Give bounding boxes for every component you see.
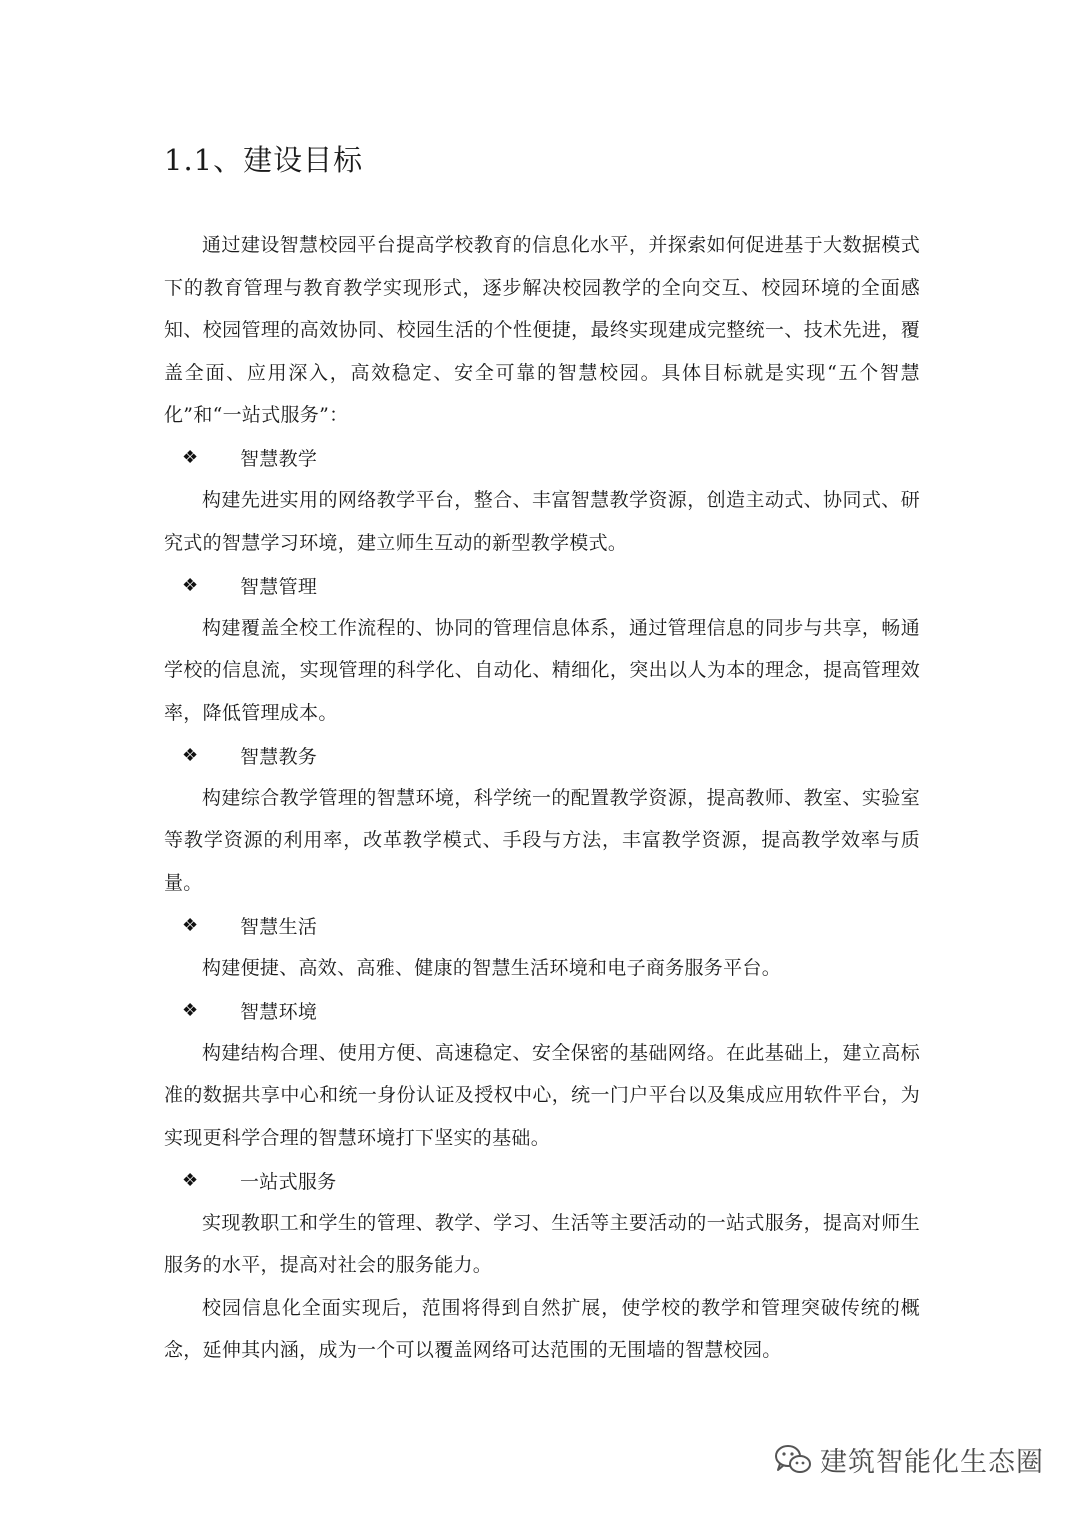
bullet-heading <box>164 564 920 607</box>
section-item <box>164 437 920 565</box>
bullet-heading-label: 智慧管理 <box>240 575 318 598</box>
document-page <box>164 138 920 1372</box>
bullet-heading-label: 一站式服务 <box>240 1170 337 1193</box>
bullet-heading <box>164 437 920 480</box>
bullet-heading-label: 智慧环境 <box>240 1000 318 1023</box>
watermark <box>774 1440 1044 1479</box>
section-paragraph: 构建便捷、高效、高雅、健康的智慧生活环境和电子商务服务平台。 <box>202 956 782 979</box>
section-paragraph: 实现教职工和学生的管理、教学、学习、生活等主要活动的一站式服务，提高对师生服务的水平，提高对社会的服务能力。 <box>164 1211 920 1276</box>
diamond-bullet-icon: ❖ <box>182 744 199 766</box>
section-paragraph: 构建结构合理、使用方便、高速稳定、安全保密的基础网络。在此基础上，建立高标准的数据共享中心和统一身份认证及授权中心，统一门户平台以及集成应用软件平台，为实现更科学合理的智慧环境打下坚实的基础。 <box>164 1041 920 1149</box>
diamond-bullet-icon: ❖ <box>182 447 199 469</box>
section-item <box>164 989 920 1159</box>
section-title: 1.1、建设目标 <box>164 143 364 177</box>
conclusion-paragraph: 校园信息化全面实现后，范围将得到自然扩展，使学校的教学和管理突破传统的概念，延伸其内涵，成为一个可以覆盖网络可达范围的无围墙的智慧校园。 <box>164 1296 920 1361</box>
watermark-text: 建筑智能化生态圈 <box>820 1447 1044 1478</box>
section-item <box>164 904 920 989</box>
wechat-icon <box>774 1444 812 1476</box>
section-item <box>164 564 920 734</box>
bullet-heading-label: 智慧生活 <box>240 915 318 938</box>
section-paragraph: 构建先进实用的网络教学平台，整合、丰富智慧教学资源，创造主动式、协同式、研究式的智慧学习环境，建立师生互动的新型教学模式。 <box>164 489 920 554</box>
bullet-heading <box>164 734 920 777</box>
bullet-heading-label: 智慧教学 <box>240 448 318 471</box>
section-item <box>164 734 920 904</box>
bullet-heading <box>164 1159 920 1202</box>
diamond-bullet-icon: ❖ <box>182 999 199 1021</box>
section-paragraph: 构建综合教学管理的智慧环境，科学统一的配置教学资源，提高教师、教室、实验室等教学资源的利用率，改革教学模式、手段与方法，丰富教学资源，提高教学效率与质量。 <box>164 786 920 894</box>
bullet-heading <box>164 989 920 1032</box>
intro-paragraph: 通过建设智慧校园平台提高学校教育的信息化水平，并探索如何促进基于大数据模式下的教育管理与教育教学实现形式，逐步解决校园教学的全向交互、校园环境的全面感知、校园管理的高效协同、校园生活的个性便捷，最终实现建成完整统一、技术先进，覆盖全面、应用深入，高效稳定、安全可靠的智慧校园。具体目标就是实现“五个智慧化”和“一站式服务”： <box>164 234 920 426</box>
diamond-bullet-icon: ❖ <box>182 914 199 936</box>
section-item <box>164 1159 920 1287</box>
diamond-bullet-icon: ❖ <box>182 1169 199 1191</box>
bullet-heading <box>164 904 920 947</box>
bullet-heading-label: 智慧教务 <box>240 745 318 768</box>
diamond-bullet-icon: ❖ <box>182 574 199 596</box>
section-paragraph: 构建覆盖全校工作流程的、协同的管理信息体系，通过管理信息的同步与共享，畅通学校的信息流，实现管理的科学化、自动化、精细化，突出以人为本的理念，提高管理效率，降低管理成本。 <box>164 616 920 724</box>
